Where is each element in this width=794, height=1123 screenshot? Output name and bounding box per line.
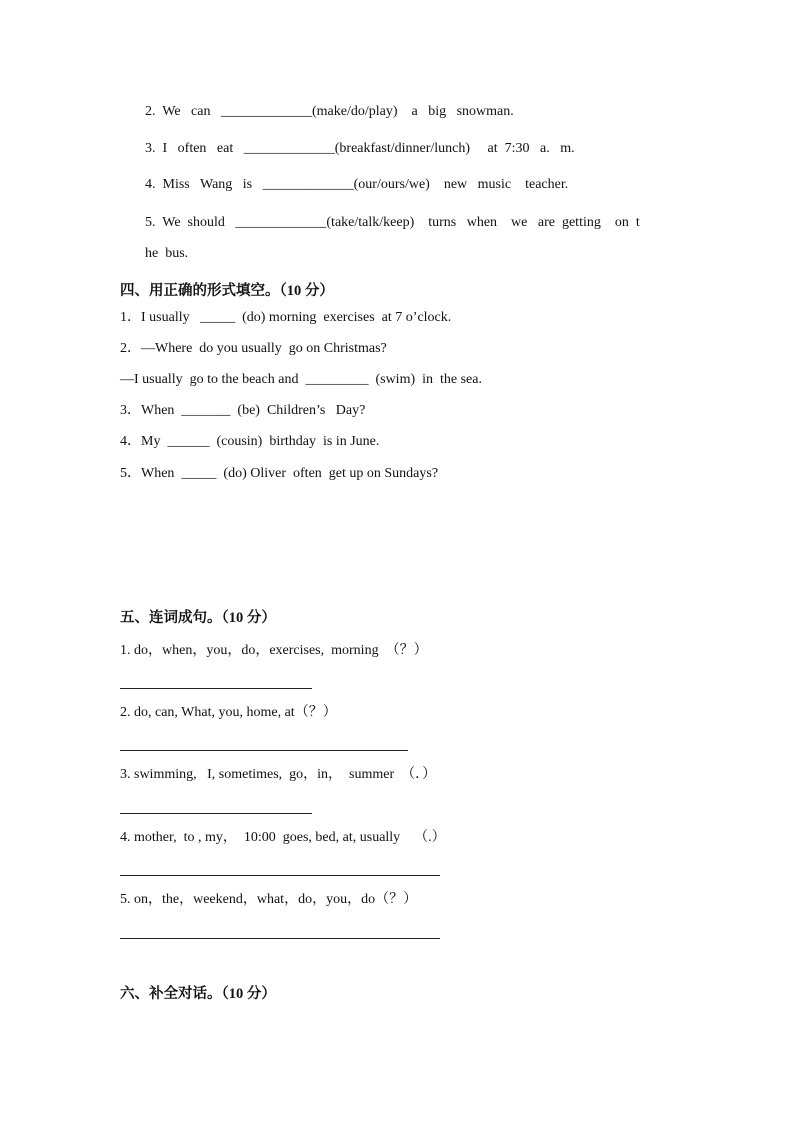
- part5-item-4: 4. mother, to , my， 10:00 goes, bed, at, usually （.）: [120, 830, 446, 845]
- section-5-heading: 五、连词成句。（10 分）: [120, 610, 276, 626]
- part5-item-2: 2. do, can, What, you, home, at（？）: [120, 705, 337, 720]
- answer-line-2: [120, 750, 408, 751]
- part4-item-4: 4．My ______ (cousin) birthday is in June.: [120, 434, 380, 449]
- answer-line-1: [120, 688, 312, 689]
- part4-item-2: 2．—Where do you usually go on Christmas?: [120, 341, 387, 356]
- part3-item-4: 4. Miss Wang is _____________(our/ours/we) new music teacher.: [145, 177, 569, 192]
- part3-item-3: 3. I often eat _____________(breakfast/dinner/lunch) at 7:30 a. m.: [145, 141, 575, 156]
- part5-item-5: 5. on，the，weekend，what，do，you，do（？）: [120, 892, 418, 907]
- part3-item-5: 5. We should _____________(take/talk/keep) turns when we are getting on t: [145, 215, 640, 230]
- part3-item-2: 2. We can _____________(make/do/play) a big snowman.: [145, 104, 514, 119]
- part4-item-5: 5．When _____ (do) Oliver often get up on Sundays?: [120, 466, 439, 481]
- section-6-heading: 六、补全对话。（10 分）: [120, 986, 276, 1002]
- part4-item-1: 1．I usually _____ (do) morning exercises at 7 o’clock.: [120, 310, 452, 325]
- part4-item-2-reply: —I usually go to the beach and _________ (swim) in the sea.: [120, 372, 482, 387]
- part4-item-3: 3．When _______ (be) Children’s Day?: [120, 403, 366, 418]
- part5-item-1: 1. do，when，you，do，exercises, morning （？）: [120, 643, 428, 658]
- part3-item-5-continued: he bus.: [145, 246, 189, 261]
- section-4-heading: 四、用正确的形式填空。（10 分）: [120, 283, 334, 299]
- answer-line-3: [120, 813, 312, 814]
- answer-line-5: [120, 938, 440, 939]
- answer-line-4: [120, 875, 440, 876]
- part5-item-3: 3. swimming, I, sometimes, go，in， summer （．）: [120, 767, 437, 782]
